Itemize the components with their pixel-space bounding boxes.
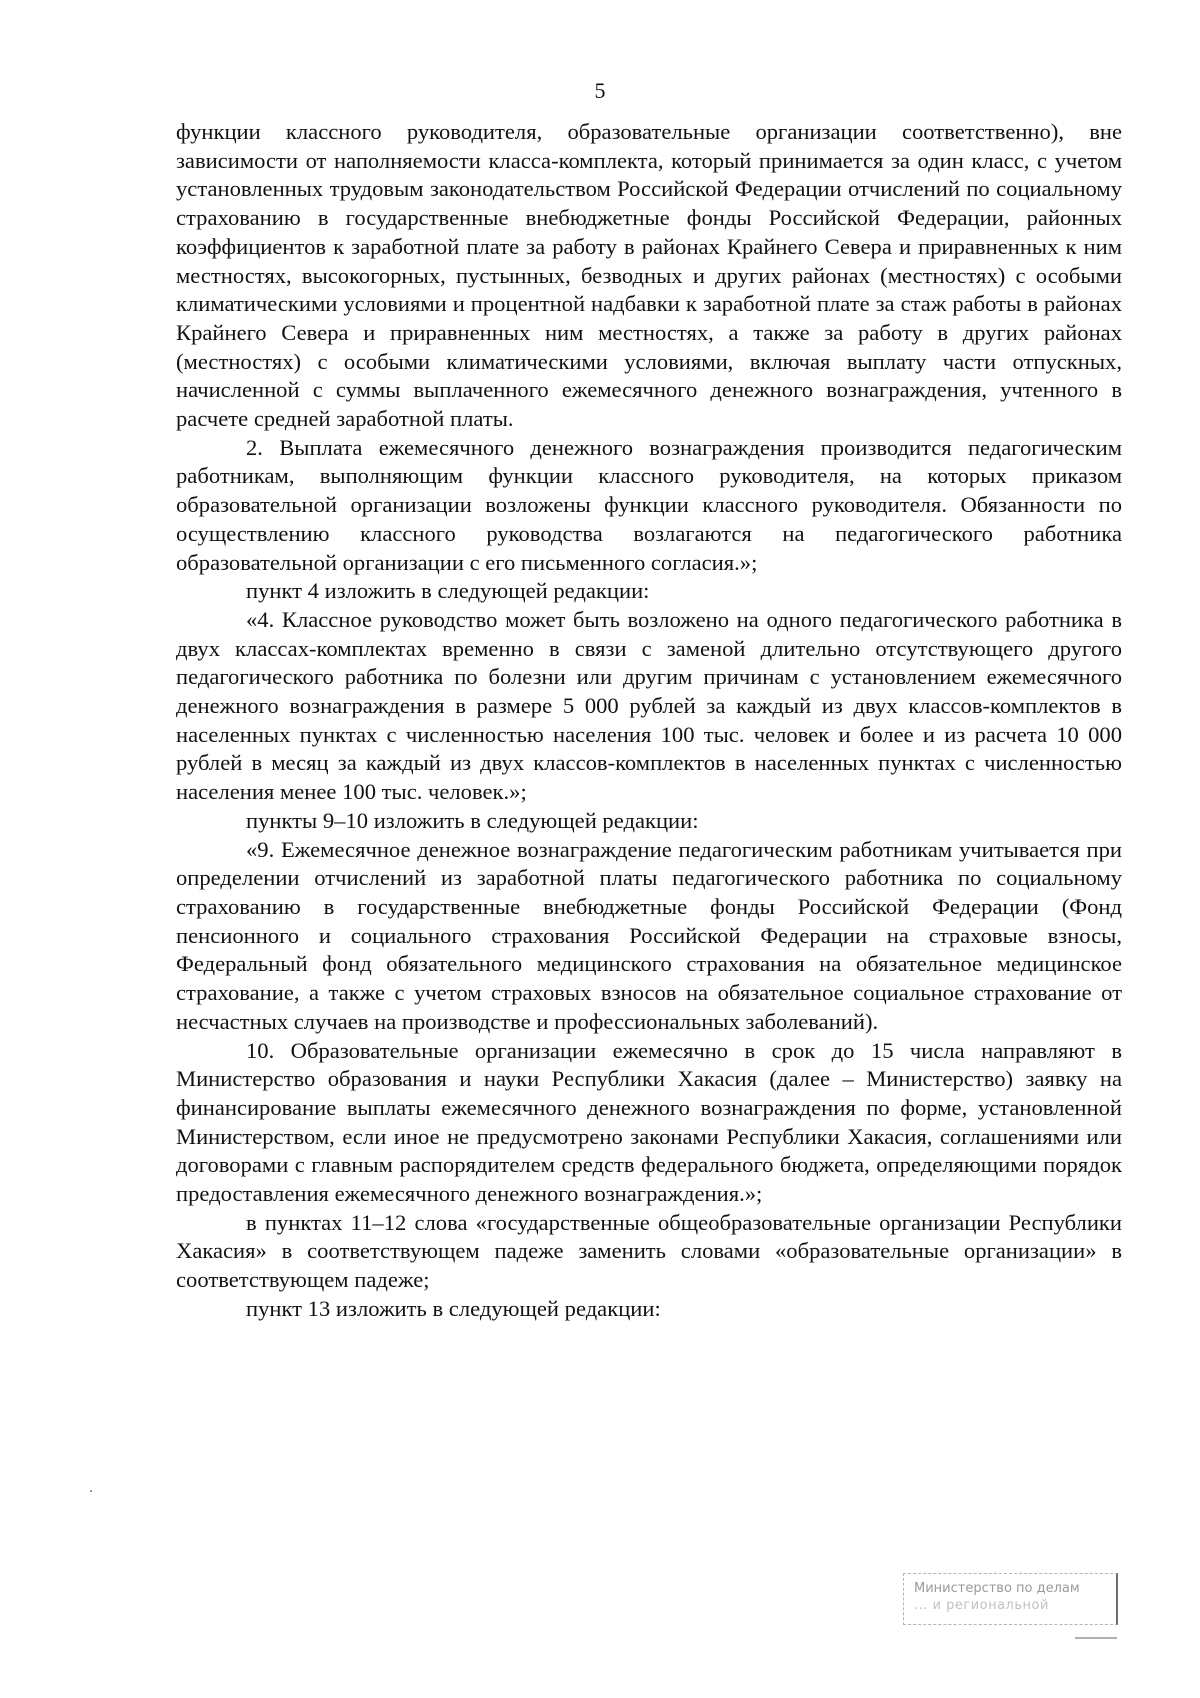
paragraph-instruction-point-13: пункт 13 изложить в следующей редакции: bbox=[246, 1295, 661, 1321]
stamp-underline bbox=[1075, 1637, 1117, 1639]
paragraph-continuation: функции классного руководителя, образовательные организации соответственно), вне зависимости от наполняемости класса-комплекта, который принимается за один класс, с учетом установленных трудовым законодательством Российской Федерации отчислений по социальному страхованию в государственные внебюджетные фонды Российской Федерации, районных коэффициентов к заработной плате за работу в районах Крайнего Севера и приравненных к ним местностях, высокогорных, пустынных, безводных и других районах (местностях) с особыми климатическими условиями и процентной надбавки к заработной плате за стаж работы в районах Крайнего Севера и приравненных ним местностях, а также за работу в других районах (местностях) с особыми климатическими условиями, включая выплату части отпускных, начисленной с суммы выплаченного ежемесячного денежного вознаграждения, учтенного в расчете средней заработной платы. bbox=[176, 119, 1122, 432]
registration-stamp bbox=[903, 1573, 1118, 1625]
paragraph-item-4: «4. Классное руководство может быть возложено на одного педагогического работника в двух классах-комплектах временно в связи с заменой длительно отсутствующего другого педагогического работника по болезни или другим причинам с установлением ежемесячного денежного вознаграждения в размере 5 000 рублей за каждый из двух классов-комплектов в населенных пунктах с численностью населения 100 тыс. человек и более и из расчета 10 000 рублей в месяц за каждый из двух классов-комплектов в населенных пунктах с численностью населения менее 100 тыс. человек.»; bbox=[176, 606, 1122, 805]
stamp-line-1: Министерство по делам bbox=[914, 1581, 1080, 1596]
stamp-line-2: ... и региональной bbox=[914, 1598, 1049, 1613]
page-number: 5 bbox=[594, 78, 606, 103]
paragraph-item-9: «9. Ежемесячное денежное вознаграждение педагогическим работникам учитывается при определении отчислений из заработной платы педагогического работника по социальному страхованию в государственные внебюджетные фонды Российской Федерации (Фонд пенсионного и социального страхования Российской Федерации на страховые взносы, Федеральный фонд обязательного медицинского страхования на обязательное медицинское страхование, а также с учетом страховых взносов на обязательное социальное страхование от несчастных случаев на производстве и профессиональных заболеваний). bbox=[176, 836, 1122, 1034]
paragraph-instruction-point-4: пункт 4 изложить в следующей редакции: bbox=[246, 578, 650, 604]
paragraph-instruction-points-9-10: пункты 9–10 изложить в следующей редакции: bbox=[246, 807, 699, 833]
paragraph-item-10: 10. Образовательные организации ежемесячно в срок до 15 числа направляют в Министерство образования и науки Республики Хакасия (далее – Министерство) заявку на финансирование выплаты ежемесячного денежного вознаграждения по форме, установленной Министерством, если иное не предусмотрено законами Республики Хакасия, соглашениями или договорами с главным распорядителем средств федерального бюджета, определяющими порядок предоставления ежемесячного денежного вознаграждения.»; bbox=[176, 1037, 1122, 1207]
paragraph-instruction-points-11-12: в пунктах 11–12 слова «государственные общеобразовательные организации Республики Хакасия» в соответствующем падеже заменить словами «образовательные организации» в соответствующем падеже; bbox=[176, 1209, 1122, 1293]
document-body bbox=[176, 118, 1122, 1324]
scan-speck bbox=[90, 1490, 92, 1492]
paragraph-item-2: 2. Выплата ежемесячного денежного вознаграждения производится педагогическим работникам, выполняющим функции классного руководителя, на которых приказом образовательной организации возложены функции классного руководителя. Обязанности по осуществлению классного руководства возлагаются на педагогического работника образовательной организации с его письменного согласия.»; bbox=[176, 434, 1122, 575]
